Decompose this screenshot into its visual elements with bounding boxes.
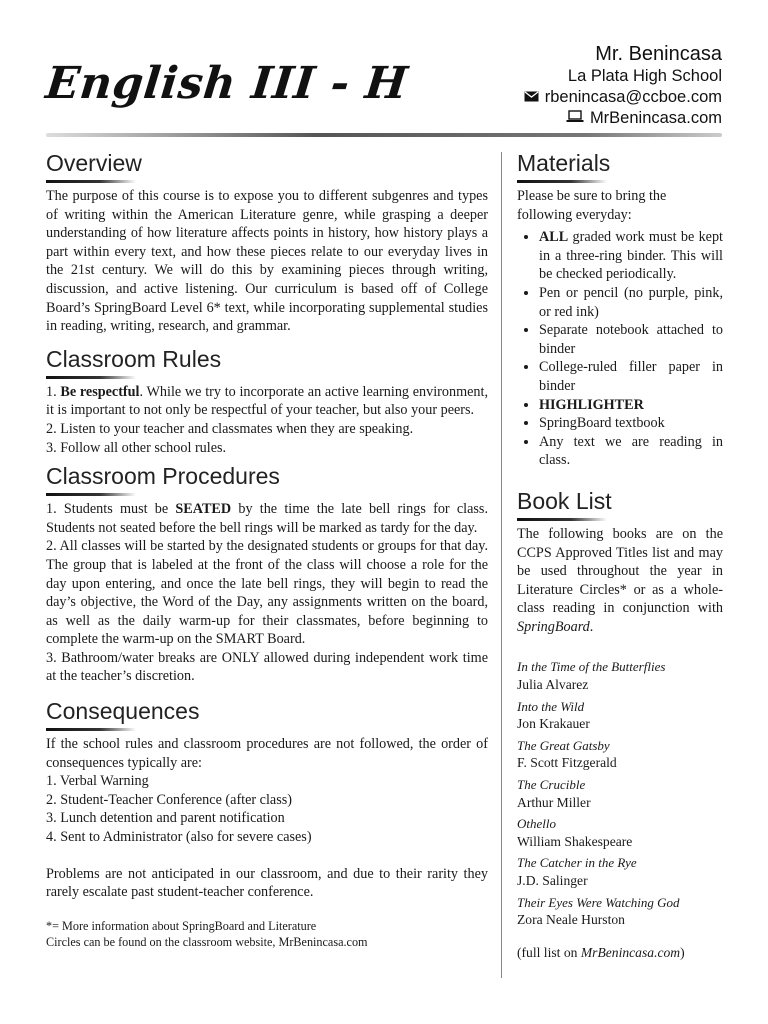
materials-item: • College-ruled filler paper in binder <box>539 358 723 395</box>
full-list-note: (full list on MrBenincasa.com) <box>517 944 685 960</box>
book-title: The Great Gatsby <box>517 737 610 753</box>
section-underline <box>46 180 136 183</box>
rule-1: 1. Be respectful. While we try to incorporate an active learning environment, it is important to not only be respectful of your teacher, but also your peers. <box>46 383 488 419</box>
materials-item: • ALL graded work must be kept in a three-ring binder. This will be checked periodically. <box>539 228 723 284</box>
book-entry <box>517 658 723 693</box>
materials-list <box>517 228 723 470</box>
book-author: Arthur Miller <box>517 794 591 810</box>
overview-text: The purpose of this course is to expose you to different subgenres and types of writing within the American Literature genre, while grasping a deeper understanding of how literature affects points in history, how history plays a part within every text, and how these pieces relate to our everyday lives in the 21st century. We will do this by examining pieces through writing, discussion, and active listening. Our curriculum is based off of College Board’s SpringBoard Level 6* text, while incorporating supplemental studies in reading, writing, research, and grammar. <box>46 188 488 335</box>
rules-text <box>46 383 488 457</box>
materials-item: • SpringBoard textbook <box>539 414 723 433</box>
left-column <box>46 146 488 950</box>
materials-item: • Separate notebook attached to binder <box>539 321 723 358</box>
book-entry <box>517 698 723 733</box>
book-author: F. Scott Fitzgerald <box>517 755 617 771</box>
booklist-heading: Book List <box>517 487 612 514</box>
rules-heading: Classroom Rules <box>46 345 222 372</box>
procedure-2: 2. All classes will be started by the designated students or groups for that day. The group that is labeled at the front of the class will choose a role for the day upon entering, and once the late bell rings, they will begin to read the day’s objective, the Word of the Day, any assignments written on the board, as well as the daily warm-up for their classmates, before beginning to complete the warm-up on the SMART Board. <box>46 538 488 648</box>
consequence-item: 3. Lunch detention and parent notification <box>46 810 285 827</box>
procedures-text <box>46 500 488 686</box>
section-underline <box>46 493 136 496</box>
book-author: Jon Krakauer <box>517 716 590 732</box>
section-underline <box>517 180 607 183</box>
email-line[interactable] <box>524 87 722 108</box>
teacher-name: Mr. Benincasa <box>595 43 722 65</box>
book-title: In the Time of the Butterflies <box>517 659 666 675</box>
envelope-icon <box>524 87 539 108</box>
book-title: Othello <box>517 816 556 832</box>
book-author: Julia Alvarez <box>517 677 589 693</box>
laptop-icon <box>566 108 584 129</box>
right-column <box>517 146 723 961</box>
book-entry <box>517 776 723 811</box>
materials-item: • Any text we are reading in class. <box>539 433 723 470</box>
materials-item: • Pen or pencil (no purple, pink, or red ink) <box>539 284 723 321</box>
book-entry <box>517 815 723 850</box>
booklist-intro: The following books are on the CCPS Approved Titles list and may be used throughout the year in Literature Circles* or as a whole-class reading in conjunction with SpringBoard. <box>517 525 723 635</box>
header-divider <box>46 133 722 137</box>
rule-3: 3. Follow all other school rules. <box>46 439 227 456</box>
book-title: The Crucible <box>517 777 586 793</box>
consequences-text <box>46 735 488 902</box>
website-line[interactable] <box>524 108 722 129</box>
footnote: *= More information about SpringBoard and Literature Circles can be found on the classroom website, MrBenincasa.com <box>46 918 368 949</box>
book-entry <box>517 854 723 889</box>
materials-heading: Materials <box>517 150 611 176</box>
email-link[interactable]: rbenincasa@ccboe.com <box>544 88 722 106</box>
book-author: Zora Neale Hurston <box>517 912 625 928</box>
consequences-closing: Problems are not anticipated in our classroom, and due to their rarity they rarely escalate past student-teacher conference. <box>46 865 488 901</box>
column-divider <box>501 152 502 978</box>
book-title: The Catcher in the Rye <box>517 855 637 871</box>
book-entry <box>517 894 723 929</box>
consequences-heading: Consequences <box>46 698 200 725</box>
procedures-heading: Classroom Procedures <box>46 463 280 490</box>
consequences-intro: If the school rules and classroom procedures are not followed, the order of consequences typically are: <box>46 736 488 771</box>
consequence-item: 1. Verbal Warning <box>46 773 149 790</box>
section-underline <box>517 518 607 521</box>
procedure-3: 3. Bathroom/water breaks are ONLY allowed during independent work time at the teacher’s discretion. <box>46 649 488 685</box>
section-underline <box>46 728 136 731</box>
consequence-item: 2. Student-Teacher Conference (after class) <box>46 791 292 808</box>
rule-2: 2. Listen to your teacher and classmates when they are speaking. <box>46 420 414 437</box>
section-underline <box>46 376 136 379</box>
school-name: La Plata High School <box>567 67 722 85</box>
consequence-item: 4. Sent to Administrator (also for severe cases) <box>46 829 312 846</box>
overview-heading: Overview <box>46 150 142 176</box>
book-title: Into the Wild <box>517 698 585 714</box>
website-link[interactable]: MrBenincasa.com <box>589 109 722 127</box>
book-entry <box>517 737 723 772</box>
book-author: William Shakespeare <box>517 833 633 849</box>
procedure-1: 1. Students must be SEATED by the time the late bell rings for class. Students not seated before the bell rings will be marked as tardy for the day. <box>46 501 489 536</box>
materials-item: • HIGHLIGHTER <box>539 396 723 415</box>
materials-intro: Please be sure to bring the following everyday: <box>517 188 667 223</box>
teacher-contact-block <box>524 42 722 129</box>
course-title: English III - H <box>43 58 411 109</box>
book-title: Their Eyes Were Watching God <box>517 894 680 910</box>
book-author: J.D. Salinger <box>517 873 588 888</box>
website-link[interactable]: MrBenincasa.com <box>580 944 681 960</box>
